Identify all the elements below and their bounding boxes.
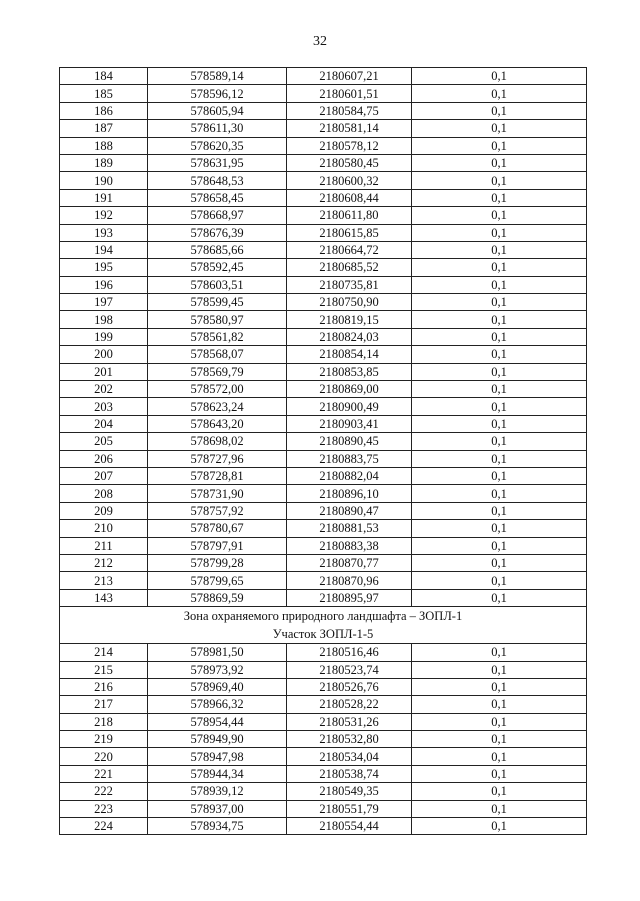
y-coordinate-cell: 2180601,51 (287, 85, 412, 102)
table-row (60, 207, 587, 224)
x-coordinate-cell: 578620,35 (148, 137, 287, 154)
point-number-cell: 189 (60, 154, 148, 171)
point-number-cell: 185 (60, 85, 148, 102)
point-number-cell: 197 (60, 294, 148, 311)
accuracy-cell: 0,1 (412, 137, 587, 154)
table-row (60, 661, 587, 678)
y-coordinate-cell: 2180896,10 (287, 485, 412, 502)
x-coordinate-cell: 578797,91 (148, 537, 287, 554)
x-coordinate-cell: 578658,45 (148, 189, 287, 206)
accuracy-cell: 0,1 (412, 572, 587, 589)
table-row (60, 137, 587, 154)
table-row (60, 783, 587, 800)
x-coordinate-cell: 578568,07 (148, 346, 287, 363)
table-row (60, 120, 587, 137)
point-number-cell: 194 (60, 241, 148, 258)
accuracy-cell: 0,1 (412, 172, 587, 189)
y-coordinate-cell: 2180615,85 (287, 224, 412, 241)
table-row (60, 731, 587, 748)
y-coordinate-cell: 2180528,22 (287, 696, 412, 713)
accuracy-cell: 0,1 (412, 398, 587, 415)
point-number-cell: 206 (60, 450, 148, 467)
point-number-cell: 188 (60, 137, 148, 154)
table-row (60, 85, 587, 102)
point-number-cell: 193 (60, 224, 148, 241)
table-row (60, 172, 587, 189)
point-number-cell: 217 (60, 696, 148, 713)
x-coordinate-cell: 578799,28 (148, 554, 287, 571)
y-coordinate-cell: 2180526,76 (287, 678, 412, 695)
accuracy-cell: 0,1 (412, 520, 587, 537)
x-coordinate-cell: 578727,96 (148, 450, 287, 467)
accuracy-cell: 0,1 (412, 554, 587, 571)
point-number-cell: 220 (60, 748, 148, 765)
x-coordinate-cell: 578599,45 (148, 294, 287, 311)
table-row (60, 589, 587, 606)
accuracy-cell: 0,1 (412, 800, 587, 817)
accuracy-cell: 0,1 (412, 207, 587, 224)
table-row (60, 520, 587, 537)
y-coordinate-cell: 2180664,72 (287, 241, 412, 258)
point-number-cell: 200 (60, 346, 148, 363)
x-coordinate-cell: 578589,14 (148, 68, 287, 85)
point-number-cell: 187 (60, 120, 148, 137)
point-number-cell: 205 (60, 433, 148, 450)
y-coordinate-cell: 2180532,80 (287, 731, 412, 748)
accuracy-cell: 0,1 (412, 696, 587, 713)
section-row (60, 607, 587, 644)
point-number-cell: 208 (60, 485, 148, 502)
y-coordinate-cell: 2180870,96 (287, 572, 412, 589)
table-row (60, 346, 587, 363)
point-number-cell: 184 (60, 68, 148, 85)
y-coordinate-cell: 2180854,14 (287, 346, 412, 363)
table-row (60, 748, 587, 765)
y-coordinate-cell: 2180895,97 (287, 589, 412, 606)
accuracy-cell: 0,1 (412, 154, 587, 171)
x-coordinate-cell: 578569,79 (148, 363, 287, 380)
y-coordinate-cell: 2180869,00 (287, 381, 412, 398)
accuracy-cell: 0,1 (412, 748, 587, 765)
section-header (60, 607, 587, 644)
y-coordinate-cell: 2180580,45 (287, 154, 412, 171)
accuracy-cell: 0,1 (412, 363, 587, 380)
accuracy-cell: 0,1 (412, 328, 587, 345)
y-coordinate-cell: 2180551,79 (287, 800, 412, 817)
y-coordinate-cell: 2180531,26 (287, 713, 412, 730)
x-coordinate-cell: 578934,75 (148, 818, 287, 835)
accuracy-cell: 0,1 (412, 713, 587, 730)
table-row (60, 537, 587, 554)
x-coordinate-cell: 578939,12 (148, 783, 287, 800)
point-number-cell: 192 (60, 207, 148, 224)
point-number-cell: 196 (60, 276, 148, 293)
x-coordinate-cell: 578580,97 (148, 311, 287, 328)
table-row (60, 363, 587, 380)
accuracy-cell: 0,1 (412, 644, 587, 661)
accuracy-cell: 0,1 (412, 485, 587, 502)
y-coordinate-cell: 2180750,90 (287, 294, 412, 311)
accuracy-cell: 0,1 (412, 537, 587, 554)
x-coordinate-cell: 578728,81 (148, 467, 287, 484)
accuracy-cell: 0,1 (412, 433, 587, 450)
point-number-cell: 201 (60, 363, 148, 380)
y-coordinate-cell: 2180903,41 (287, 415, 412, 432)
x-coordinate-cell: 578969,40 (148, 678, 287, 695)
point-number-cell: 215 (60, 661, 148, 678)
table-row (60, 678, 587, 695)
table-row (60, 241, 587, 258)
y-coordinate-cell: 2180607,21 (287, 68, 412, 85)
point-number-cell: 222 (60, 783, 148, 800)
accuracy-cell: 0,1 (412, 102, 587, 119)
x-coordinate-cell: 578596,12 (148, 85, 287, 102)
accuracy-cell: 0,1 (412, 241, 587, 258)
y-coordinate-cell: 2180523,74 (287, 661, 412, 678)
point-number-cell: 219 (60, 731, 148, 748)
x-coordinate-cell: 578947,98 (148, 748, 287, 765)
accuracy-cell: 0,1 (412, 502, 587, 519)
point-number-cell: 204 (60, 415, 148, 432)
accuracy-cell: 0,1 (412, 68, 587, 85)
point-number-cell: 223 (60, 800, 148, 817)
x-coordinate-cell: 578949,90 (148, 731, 287, 748)
y-coordinate-cell: 2180824,03 (287, 328, 412, 345)
accuracy-cell: 0,1 (412, 589, 587, 606)
point-number-cell: 199 (60, 328, 148, 345)
table-row (60, 433, 587, 450)
y-coordinate-cell: 2180890,45 (287, 433, 412, 450)
point-number-cell: 213 (60, 572, 148, 589)
x-coordinate-cell: 578731,90 (148, 485, 287, 502)
x-coordinate-cell: 578668,97 (148, 207, 287, 224)
table-row (60, 68, 587, 85)
section-title: Зона охраняемого природного ландшафта – ЗОПЛ-1 (183, 609, 463, 624)
x-coordinate-cell: 578631,95 (148, 154, 287, 171)
point-number-cell: 214 (60, 644, 148, 661)
section-cell (60, 607, 587, 644)
table-row (60, 713, 587, 730)
x-coordinate-cell: 578981,50 (148, 644, 287, 661)
y-coordinate-cell: 2180883,75 (287, 450, 412, 467)
point-number-cell: 202 (60, 381, 148, 398)
x-coordinate-cell: 578757,92 (148, 502, 287, 519)
point-number-cell: 218 (60, 713, 148, 730)
x-coordinate-cell: 578966,32 (148, 696, 287, 713)
page-number: 32 (313, 34, 327, 49)
table-body-bottom (60, 644, 587, 835)
table-row (60, 102, 587, 119)
section-subtitle: Участок ЗОПЛ-1-5 (272, 627, 374, 642)
table-row (60, 467, 587, 484)
table-row (60, 415, 587, 432)
table-row (60, 294, 587, 311)
x-coordinate-cell: 578592,45 (148, 259, 287, 276)
x-coordinate-cell: 578685,66 (148, 241, 287, 258)
table-row (60, 154, 587, 171)
x-coordinate-cell: 578605,94 (148, 102, 287, 119)
accuracy-cell: 0,1 (412, 311, 587, 328)
accuracy-cell: 0,1 (412, 678, 587, 695)
y-coordinate-cell: 2180900,49 (287, 398, 412, 415)
y-coordinate-cell: 2180549,35 (287, 783, 412, 800)
point-number-cell: 221 (60, 765, 148, 782)
y-coordinate-cell: 2180819,15 (287, 311, 412, 328)
accuracy-cell: 0,1 (412, 224, 587, 241)
x-coordinate-cell: 578954,44 (148, 713, 287, 730)
table-row (60, 554, 587, 571)
point-number-cell: 191 (60, 189, 148, 206)
table-row (60, 485, 587, 502)
y-coordinate-cell: 2180578,12 (287, 137, 412, 154)
x-coordinate-cell: 578648,53 (148, 172, 287, 189)
y-coordinate-cell: 2180881,53 (287, 520, 412, 537)
table-row (60, 311, 587, 328)
y-coordinate-cell: 2180534,04 (287, 748, 412, 765)
x-coordinate-cell: 578623,24 (148, 398, 287, 415)
y-coordinate-cell: 2180853,85 (287, 363, 412, 380)
y-coordinate-cell: 2180581,14 (287, 120, 412, 137)
accuracy-cell: 0,1 (412, 85, 587, 102)
table-row (60, 696, 587, 713)
point-number-cell: 212 (60, 554, 148, 571)
x-coordinate-cell: 578973,92 (148, 661, 287, 678)
y-coordinate-cell: 2180870,77 (287, 554, 412, 571)
point-number-cell: 186 (60, 102, 148, 119)
table-row (60, 189, 587, 206)
accuracy-cell: 0,1 (412, 661, 587, 678)
y-coordinate-cell: 2180883,38 (287, 537, 412, 554)
accuracy-cell: 0,1 (412, 259, 587, 276)
point-number-cell: 211 (60, 537, 148, 554)
coordinates-table (59, 67, 587, 835)
point-number-cell: 198 (60, 311, 148, 328)
x-coordinate-cell: 578572,00 (148, 381, 287, 398)
accuracy-cell: 0,1 (412, 731, 587, 748)
table-row (60, 800, 587, 817)
point-number-cell: 209 (60, 502, 148, 519)
accuracy-cell: 0,1 (412, 346, 587, 363)
point-number-cell: 216 (60, 678, 148, 695)
accuracy-cell: 0,1 (412, 415, 587, 432)
y-coordinate-cell: 2180538,74 (287, 765, 412, 782)
y-coordinate-cell: 2180554,44 (287, 818, 412, 835)
x-coordinate-cell: 578561,82 (148, 328, 287, 345)
accuracy-cell: 0,1 (412, 765, 587, 782)
accuracy-cell: 0,1 (412, 189, 587, 206)
table-row (60, 259, 587, 276)
x-coordinate-cell: 578799,65 (148, 572, 287, 589)
y-coordinate-cell: 2180584,75 (287, 102, 412, 119)
x-coordinate-cell: 578937,00 (148, 800, 287, 817)
x-coordinate-cell: 578944,34 (148, 765, 287, 782)
table-row (60, 765, 587, 782)
table-row (60, 818, 587, 835)
y-coordinate-cell: 2180882,04 (287, 467, 412, 484)
x-coordinate-cell: 578611,30 (148, 120, 287, 137)
point-number-cell: 224 (60, 818, 148, 835)
x-coordinate-cell: 578869,59 (148, 589, 287, 606)
table-body-top (60, 68, 587, 607)
point-number-cell: 195 (60, 259, 148, 276)
accuracy-cell: 0,1 (412, 120, 587, 137)
table-row (60, 450, 587, 467)
accuracy-cell: 0,1 (412, 783, 587, 800)
y-coordinate-cell: 2180890,47 (287, 502, 412, 519)
table-row (60, 224, 587, 241)
x-coordinate-cell: 578780,67 (148, 520, 287, 537)
table-row (60, 572, 587, 589)
table-row (60, 644, 587, 661)
y-coordinate-cell: 2180685,52 (287, 259, 412, 276)
y-coordinate-cell: 2180735,81 (287, 276, 412, 293)
x-coordinate-cell: 578603,51 (148, 276, 287, 293)
accuracy-cell: 0,1 (412, 276, 587, 293)
x-coordinate-cell: 578676,39 (148, 224, 287, 241)
y-coordinate-cell: 2180611,80 (287, 207, 412, 224)
y-coordinate-cell: 2180600,32 (287, 172, 412, 189)
x-coordinate-cell: 578698,02 (148, 433, 287, 450)
accuracy-cell: 0,1 (412, 381, 587, 398)
table-row (60, 328, 587, 345)
accuracy-cell: 0,1 (412, 818, 587, 835)
point-number-cell: 203 (60, 398, 148, 415)
accuracy-cell: 0,1 (412, 467, 587, 484)
point-number-cell: 190 (60, 172, 148, 189)
accuracy-cell: 0,1 (412, 450, 587, 467)
table-row (60, 276, 587, 293)
x-coordinate-cell: 578643,20 (148, 415, 287, 432)
accuracy-cell: 0,1 (412, 294, 587, 311)
table-row (60, 398, 587, 415)
point-number-cell: 210 (60, 520, 148, 537)
y-coordinate-cell: 2180608,44 (287, 189, 412, 206)
y-coordinate-cell: 2180516,46 (287, 644, 412, 661)
table-row (60, 381, 587, 398)
point-number-cell: 143 (60, 589, 148, 606)
table-row (60, 502, 587, 519)
point-number-cell: 207 (60, 467, 148, 484)
